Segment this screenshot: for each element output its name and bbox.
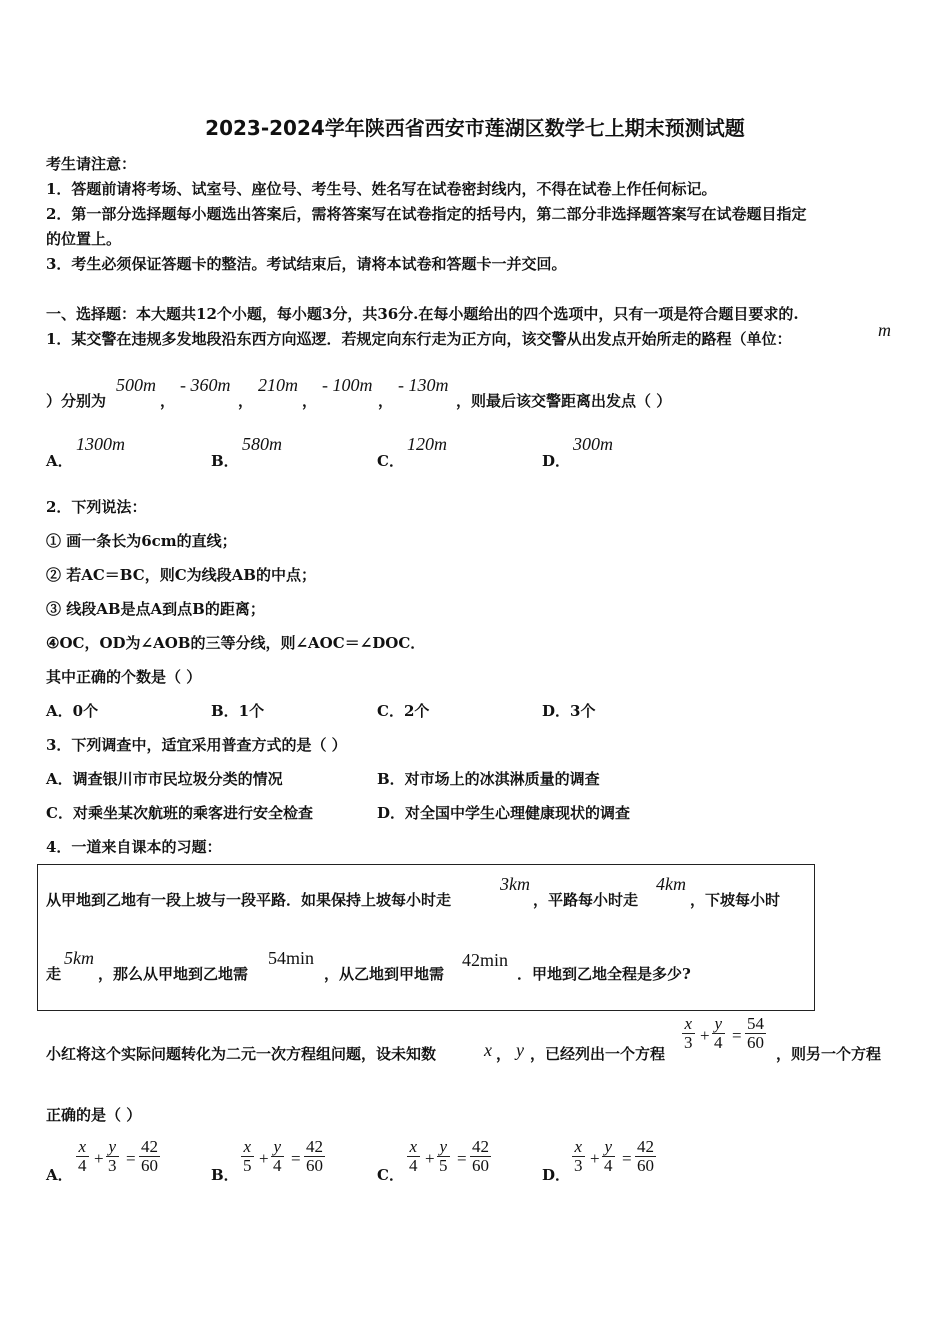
q1-unit: m [878,320,891,340]
q4-box-line1-a: 从甲地到乙地有一段上坡与一段平路．如果保持上坡每小时走 [46,891,452,909]
q4-line3-a: 小红将这个实际问题转化为二元一次方程组问题，设未知数 [46,1045,437,1063]
q4-b-plus: + [259,1149,269,1168]
q1-value-3: 210m [258,375,298,395]
q4-line4: 正确的是（ ） [46,1106,142,1124]
q2-question: 其中正确的个数是（ ） [46,668,202,686]
q4-d-equals: = [622,1149,632,1168]
q2-statement-2: ② 若AC＝BC，则C为线段AB的中点； [46,566,316,584]
q2-option-d: D．3个 [542,702,596,720]
q4-speed-down: 5km [64,948,94,968]
q2-option-c: C．2个 [377,702,430,720]
q4-c-rhs-num: 42 [472,1137,489,1156]
q4-sep: ， [496,1045,512,1063]
q4-time-ab: 54min [268,948,315,968]
q4-option-b-label: B． [211,1166,239,1184]
q1-option-b-value: 580m [242,434,282,454]
given-equals: = [732,1026,742,1045]
q4-a-x-num: x [78,1137,87,1156]
q4-box-line2-d: ．甲地到乙地全程是多少? [517,965,691,983]
q4-option-a-label: A． [46,1166,73,1184]
notice-heading: 考生请注意： [46,155,137,173]
q4-a-rhs-frac [139,1138,160,1175]
given-rhs-frac [745,1015,766,1052]
q4-box-line2-a: 走 [46,965,62,983]
q4-d-y-frac [602,1138,615,1175]
q4-c-y-num: y [439,1137,448,1156]
given-rhs-num: 54 [747,1014,764,1033]
q4-b-rhs-den: 60 [306,1156,323,1175]
notice-item-3: 3．考生必须保证答题卡的整洁。考试结束后，请将本试卷和答题卡一并交回。 [46,255,567,273]
q4-c-x-num: x [409,1137,418,1156]
q4-a-x-frac [76,1138,89,1175]
q4-a-rhs-den: 60 [141,1156,158,1175]
q4-speed-flat: 4km [656,874,686,894]
notice-item-2-cont: 的位置上。 [46,230,122,248]
q4-d-x-num: x [574,1137,583,1156]
q2-statement-1: ① 画一条长为6cm的直线； [46,532,237,550]
notice-item-2: 2．第一部分选择题每小题选出答案后，需将答案写在试卷指定的括号内，第二部分非选择题答案写在试卷题目指定 [46,205,807,223]
q4-box-line2-c: ，从乙地到甲地需 [324,965,445,983]
q1-line2-end: ，则最后该交警距离出发点（ ） [456,392,672,410]
q4-d-rhs-num: 42 [637,1137,654,1156]
q4-c-equals: = [457,1149,467,1168]
q4-b-x-num: x [243,1137,252,1156]
q2-stem: 2．下列说法： [46,498,147,516]
q4-a-y-frac [106,1138,119,1175]
q4-var-y: y [516,1040,524,1060]
q4-c-x-den: 4 [409,1156,418,1175]
q4-speed-up: 3km [500,874,530,894]
q4-c-rhs-frac [470,1138,491,1175]
q1-option-c-label: C． [377,452,404,470]
q1-value-4: - 100m [322,375,373,395]
q4-option-c-label: C． [377,1166,404,1184]
q1-line2-start: ）分别为 [46,392,107,410]
q1-option-d-value: 300m [573,434,613,454]
q1-option-a-label: A． [46,452,73,470]
q3-option-d: D．对全国中学生心理健康现状的调查 [377,804,631,822]
given-x-num: x [684,1014,693,1033]
q4-a-equals: = [126,1149,136,1168]
q3-option-a: A．调查银川市市民垃圾分类的情况 [46,770,283,788]
q4-d-x-den: 3 [574,1156,583,1175]
q2-option-b: B．1个 [211,702,265,720]
q2-statement-3: ③ 线段AB是点A到点B的距离； [46,600,265,618]
q4-problem-box [37,864,815,1011]
q1-value-5: - 130m [398,375,449,395]
given-plus: + [700,1026,710,1045]
q1-comma-4: ， [378,392,394,410]
q2-statement-4: ④OC，OD为∠AOB的三等分线，则∠AOC＝∠DOC． [46,634,426,652]
given-y-num: y [714,1014,723,1033]
q4-a-y-den: 3 [108,1156,117,1175]
q4-box-line1-b: ，平路每小时走 [533,891,639,909]
given-y-den: 4 [714,1033,723,1052]
q2-option-a: A．0个 [46,702,99,720]
q4-option-d-label: D． [542,1166,571,1184]
q1-option-a-value: 1300m [76,434,125,454]
given-rhs-den: 60 [747,1033,764,1052]
q4-d-x-frac [572,1138,585,1175]
q1-comma-3: ， [302,392,318,410]
q4-b-y-num: y [273,1137,282,1156]
q4-c-y-frac [437,1138,450,1175]
q1-value-2: - 360m [180,375,231,395]
q4-d-rhs-den: 60 [637,1156,654,1175]
q1-option-b-label: B． [211,452,239,470]
q1-comma-2: ， [238,392,254,410]
notice-item-1: 1．答题前请将考场、试室号、座位号、考生号、姓名写在试卷密封线内，不得在试卷上作任何标记。 [46,180,717,198]
q1-comma-1: ， [160,392,176,410]
q4-d-y-num: y [604,1137,613,1156]
q3-option-c: C．对乘坐某次航班的乘客进行安全检查 [46,804,313,822]
q4-b-x-den: 5 [243,1156,252,1175]
page-title: 2023-2024学年陕西省西安市莲湖区数学七上期末预测试题 [205,116,745,140]
q4-b-rhs-num: 42 [306,1137,323,1156]
given-y-frac [712,1015,725,1052]
section-heading: 一、选择题：本大题共12个小题，每小题3分，共36分.在每小题给出的四个选项中，只有一项是符合题目要求的. [46,305,799,323]
q4-d-plus: + [590,1149,600,1168]
q3-stem: 3．下列调查中，适宜采用普查方式的是（ ） [46,736,347,754]
q4-box-line1-c: ，下坡每小时 [690,891,781,909]
q4-b-x-frac [241,1138,254,1175]
q1-value-1: 500m [116,375,156,395]
q4-b-rhs-frac [304,1138,325,1175]
q4-b-y-frac [271,1138,284,1175]
q4-c-plus: + [425,1149,435,1168]
given-x-den: 3 [684,1033,693,1052]
given-x-frac [682,1015,695,1052]
q1-option-d-label: D． [542,452,571,470]
q4-a-x-den: 4 [78,1156,87,1175]
q4-c-y-den: 5 [439,1156,448,1175]
q4-a-y-num: y [108,1137,117,1156]
q3-option-b: B．对市场上的冰淇淋质量的调查 [377,770,600,788]
q4-time-ba: 42min [462,950,509,970]
q4-a-rhs-num: 42 [141,1137,158,1156]
q4-stem: 4．一道来自课本的习题： [46,838,222,856]
q4-line3-c: ，则另一个方程 [776,1045,882,1063]
q4-a-plus: + [94,1149,104,1168]
q4-b-equals: = [291,1149,301,1168]
q4-d-y-den: 4 [604,1156,613,1175]
q4-line3-b: ，已经列出一个方程 [530,1045,666,1063]
q4-var-x: x [484,1040,492,1060]
q4-b-y-den: 4 [273,1156,282,1175]
q4-c-rhs-den: 60 [472,1156,489,1175]
q4-d-rhs-frac [635,1138,656,1175]
q4-c-x-frac [407,1138,420,1175]
q1-option-c-value: 120m [407,434,447,454]
q1-line1: 1．某交警在违规多发地段沿东西方向巡逻．若规定向东行走为正方向，该交警从出发点开始所走的路程（单位： [46,330,792,348]
q4-box-line2-b: ，那么从甲地到乙地需 [98,965,249,983]
